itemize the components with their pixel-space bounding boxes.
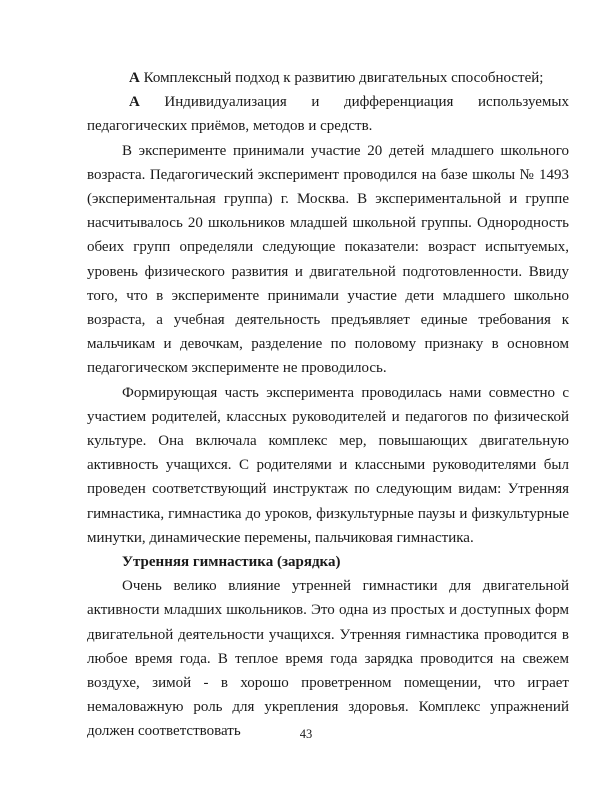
body-paragraph: Очень велико влияние утренней гимнастики для двигательной активности младших школьников. Это одна из простых и доступных форм двигательной деятельности учащихся. Утренняя гимнастика проводится в любое время года. В теплое время года зарядка проводится на свежем воздухе, зимой - в хорошо проветренном помещении, что играет немаловажную роль для укрепления здоровья. Комплекс упражнений должен соответствовать [87,578,569,740]
body-paragraph: Формирующая часть эксперимента проводилась нами совместно с участием родителей, классных руководителей и педагогов по физической культуре. Она включала комплекс мер, повышающих двигательную активность учащихся. С родителями и классными руководителями был проведен соответствующий инструктаж по следующим видам: Утренняя гимнастика, гимнастика до уроков, физкультурные паузы и физкультурные минутки, динамические перемены, пальчиковая гимнастика. [87,384,569,546]
list-item [87,66,569,90]
list-item-text: Комплексный подход к развитию двигательных способностей; [139,70,544,86]
section-heading: Утренняя гимнастика (зарядка) [122,554,341,571]
body-paragraph: В эксперименте принимали участие 20 детей младшего школьного возраста. Педагогический эксперимент проводился на базе школы № 1493 (экспериментальная группа) г. Москва. В экспериментальной и группе насчитывалось 20 школьников младшей школьной группы. Однородность обеих групп определяли следующие показатели: возраст испытуемых, уровень физического развития и двигательной подготовленности. Ввиду того, что в эксперименте принимали участие дети младшего школьно возраста, а учебная деятельность предъявляет единые требования к мальчикам и девочкам, разделение по половому признаку в основном педагогическом эксперименте не проводилось. [87,142,569,377]
list-item [87,90,569,138]
list-item-text: Индивидуализация и дифференциация используемых педагогических приёмов, методов и средств. [87,94,569,135]
list-marker: А [129,70,140,86]
page-number: 43 [299,727,313,741]
list-marker: А [129,94,140,111]
page-body [87,66,569,744]
